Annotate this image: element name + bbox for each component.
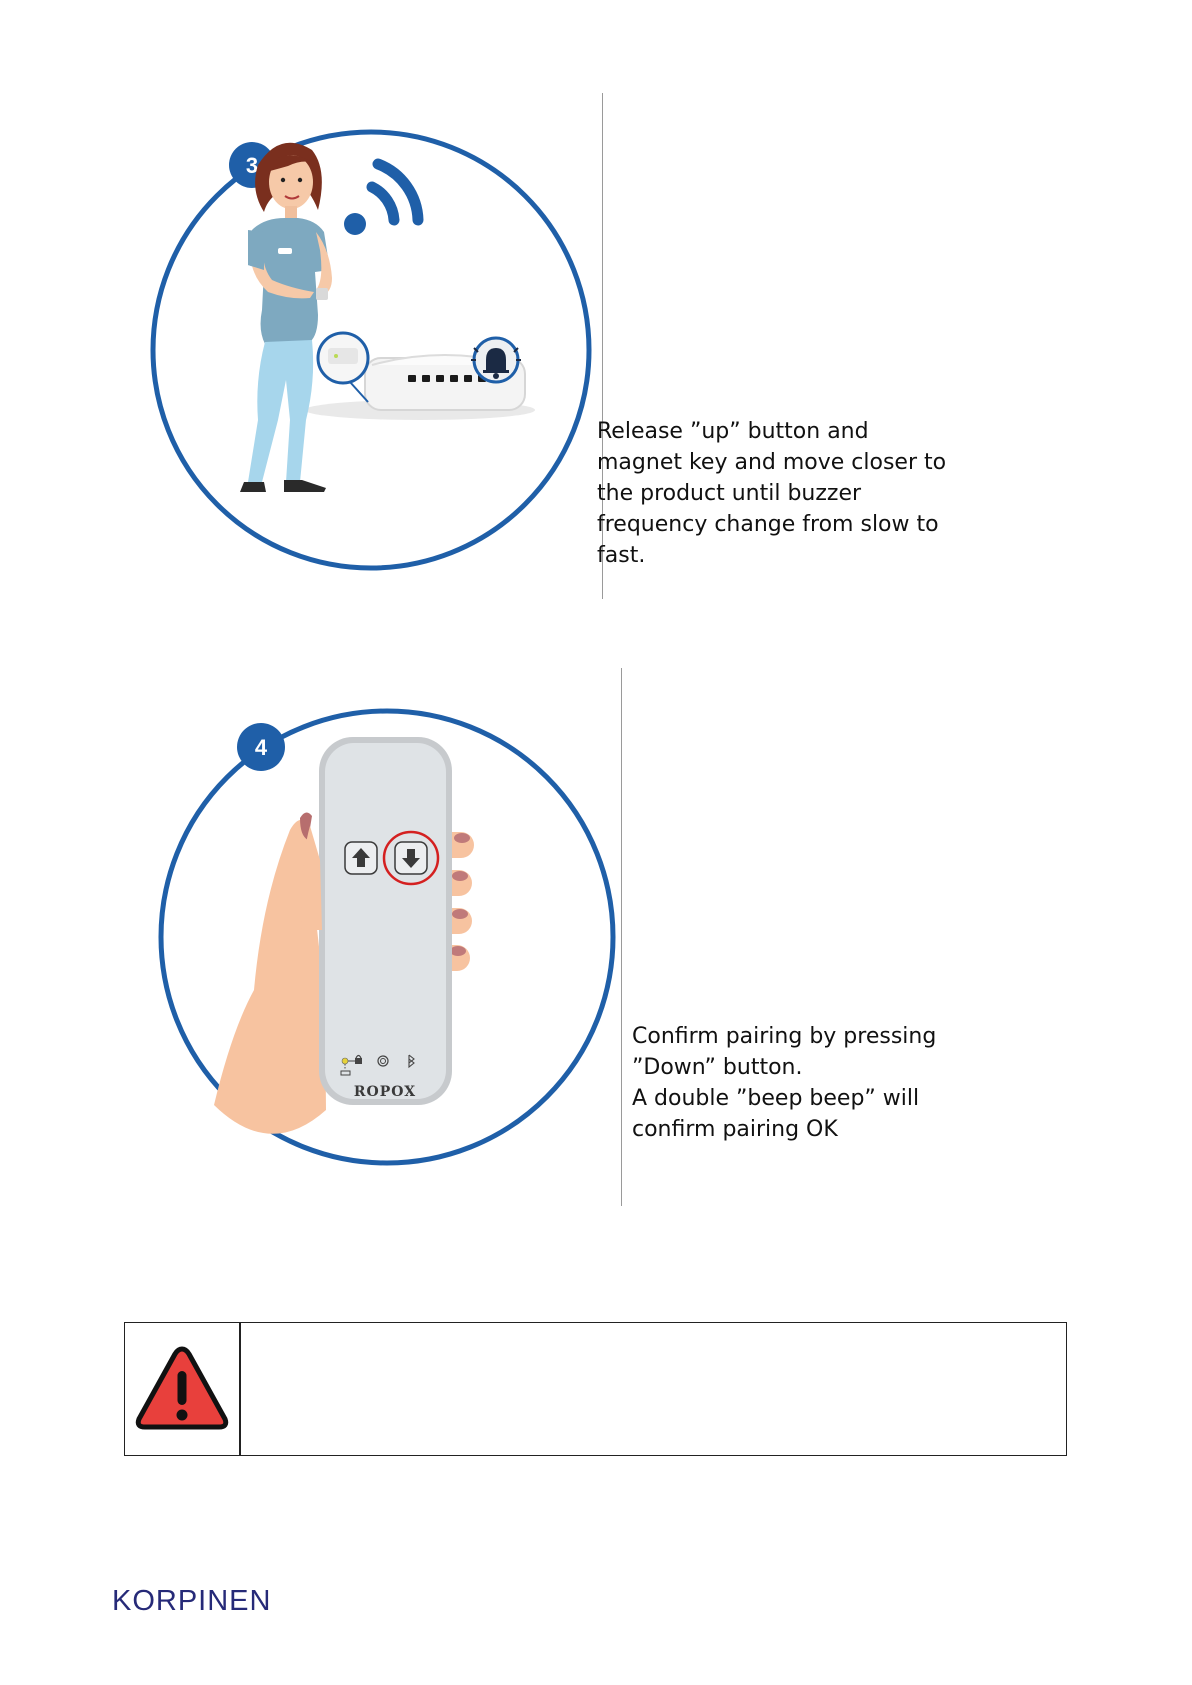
korpinen-logo: KORPINEN xyxy=(112,1585,272,1617)
warning-triangle-icon xyxy=(134,1343,230,1433)
warning-note-text xyxy=(256,1340,1046,1440)
step-4-divider xyxy=(621,668,622,1206)
step-3-illustration xyxy=(140,120,600,580)
step-number: 3 xyxy=(245,153,259,178)
step-number-badge xyxy=(237,723,285,771)
step-number: 4 xyxy=(254,735,268,760)
step-4-instruction: Confirm pairing by pressing ”Down” button. A double ”beep beep” will confirm pairing OK xyxy=(632,1024,937,1142)
device-brand-logo: ROPOX xyxy=(353,1084,417,1100)
warning-note-divider xyxy=(239,1322,241,1456)
down-arrow-button-icon xyxy=(395,842,427,874)
step-3-instruction: Release ”up” button and magnet key and move closer to the product until buzzer frequency change from slow to fast. xyxy=(597,419,947,568)
remote-control-image xyxy=(319,737,452,1105)
step-4-illustration xyxy=(150,700,630,1180)
buzzer-bell-icon xyxy=(471,338,521,382)
up-arrow-button-icon xyxy=(345,842,377,874)
